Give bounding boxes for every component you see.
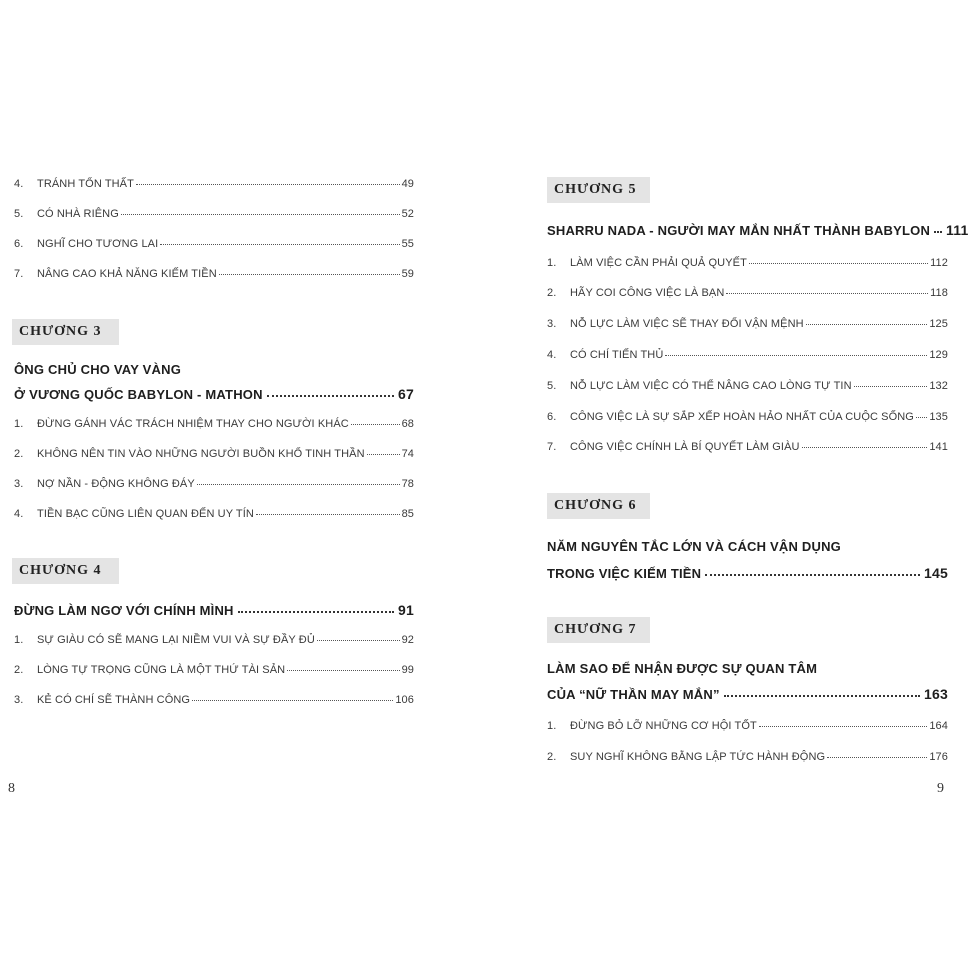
entry-page: 132 bbox=[929, 380, 948, 392]
entry-number: 2. bbox=[547, 287, 557, 299]
right-page bbox=[490, 0, 980, 980]
entry-number: 1. bbox=[547, 257, 557, 269]
entry-number: 6. bbox=[14, 238, 24, 250]
dot-leader bbox=[351, 424, 400, 425]
toc-entry[interactable] bbox=[14, 664, 414, 676]
chapter-5-page: 111 bbox=[946, 222, 969, 238]
dot-leader bbox=[934, 231, 942, 233]
dot-leader bbox=[317, 640, 400, 641]
dot-leader bbox=[238, 611, 394, 613]
toc-entry[interactable] bbox=[14, 268, 414, 280]
entry-title: NÂNG CAO KHẢ NĂNG KIẾM TIỀN bbox=[37, 268, 217, 280]
entry-number: 2. bbox=[14, 448, 24, 460]
entry-title: CÓ NHÀ RIÊNG bbox=[37, 208, 119, 220]
toc-entry[interactable] bbox=[547, 380, 948, 392]
chapter-6-title-line2: TRONG VIỆC KIẾM TIỀN bbox=[547, 566, 702, 581]
dot-leader bbox=[726, 293, 928, 294]
dot-leader bbox=[806, 324, 928, 325]
entry-title: NỢ NẦN - ĐỘNG KHÔNG ĐÁY bbox=[37, 478, 195, 490]
dot-leader bbox=[854, 386, 928, 387]
chapter-7-title-line2: CỦA “NỮ THẦN MAY MẮN” bbox=[547, 687, 720, 702]
entry-title: SUY NGHĨ KHÔNG BẰNG LẬP TỨC HÀNH ĐỘNG bbox=[570, 751, 826, 763]
entry-title: CÔNG VIỆC LÀ SỰ SẮP XẾP HOÀN HẢO NHẤT CỦA CUỘC SỐNG bbox=[570, 411, 914, 423]
chapter-3-badge: CHƯƠNG 3 bbox=[12, 319, 119, 345]
entry-number: 3. bbox=[14, 478, 24, 490]
entry-title: LÀM VIỆC CẦN PHẢI QUẢ QUYẾT bbox=[570, 257, 747, 269]
toc-entry[interactable] bbox=[14, 634, 414, 646]
chapter-3-title-line1[interactable]: ÔNG CHỦ CHO VAY VÀNG bbox=[14, 362, 182, 377]
dot-leader bbox=[367, 454, 400, 455]
entry-page: 68 bbox=[401, 418, 414, 430]
entry-page: 118 bbox=[930, 287, 948, 299]
dot-leader bbox=[287, 670, 399, 671]
dot-leader bbox=[267, 395, 394, 397]
entry-title: ĐỪNG BỎ LỠ NHỮNG CƠ HỘI TỐT bbox=[570, 720, 757, 732]
entry-page: 59 bbox=[401, 268, 414, 280]
toc-entry[interactable] bbox=[14, 238, 414, 250]
toc-entry[interactable] bbox=[14, 478, 414, 490]
dot-leader bbox=[121, 214, 400, 215]
entry-page: 52 bbox=[401, 208, 414, 220]
entry-number: 4. bbox=[14, 508, 24, 520]
entry-number: 2. bbox=[14, 664, 24, 676]
toc-entry[interactable] bbox=[14, 508, 414, 520]
toc-entry[interactable] bbox=[14, 418, 414, 430]
dot-leader bbox=[759, 726, 928, 727]
chapter-6-page: 145 bbox=[924, 565, 948, 581]
entry-title: KHÔNG NÊN TIN VÀO NHỮNG NGƯỜI BUỒN KHỔ TINH THẦN bbox=[37, 448, 365, 460]
chapter-7-page: 163 bbox=[924, 686, 948, 702]
entry-number: 6. bbox=[547, 411, 557, 423]
entry-page: 92 bbox=[401, 634, 414, 646]
toc-entry[interactable] bbox=[14, 448, 414, 460]
dot-leader bbox=[916, 417, 927, 418]
entry-number: 4. bbox=[547, 349, 557, 361]
toc-entry[interactable] bbox=[547, 720, 948, 732]
entry-title: ĐỪNG GÁNH VÁC TRÁCH NHIỆM THAY CHO NGƯỜI KHÁC bbox=[37, 418, 349, 430]
entry-number: 7. bbox=[14, 268, 24, 280]
entry-title: NỖ LỰC LÀM VIỆC CÓ THỂ NÂNG CAO LÒNG TỰ TIN bbox=[570, 380, 852, 392]
toc-entry[interactable] bbox=[547, 441, 948, 453]
entry-page: 55 bbox=[401, 238, 414, 250]
chapter-4-badge: CHƯƠNG 4 bbox=[12, 558, 119, 584]
entry-page: 49 bbox=[401, 178, 414, 190]
dot-leader bbox=[219, 274, 400, 275]
chapter-6-badge: CHƯƠNG 6 bbox=[547, 493, 650, 519]
chapter-4-title-line1: ĐỪNG LÀM NGƠ VỚI CHÍNH MÌNH bbox=[14, 603, 234, 618]
entry-number: 5. bbox=[14, 208, 24, 220]
entry-page: 74 bbox=[401, 448, 414, 460]
chapter-3-title-line2: Ở VƯƠNG QUỐC BABYLON - MATHON bbox=[14, 387, 263, 402]
chapter-7-title-line1[interactable]: LÀM SAO ĐỂ NHẬN ĐƯỢC SỰ QUAN TÂM bbox=[547, 661, 818, 676]
dot-leader bbox=[160, 244, 399, 245]
chapter-5-title-line1: SHARRU NADA - NGƯỜI MAY MẮN NHẤT THÀNH BABYLON bbox=[547, 223, 931, 238]
entry-title: KẺ CÓ CHÍ SẼ THÀNH CÔNG bbox=[37, 694, 191, 706]
entry-number: 2. bbox=[547, 751, 557, 763]
entry-page: 78 bbox=[401, 478, 414, 490]
entry-number: 7. bbox=[547, 441, 557, 453]
chapter-4-page: 91 bbox=[398, 602, 414, 618]
toc-entry[interactable] bbox=[547, 349, 948, 361]
dot-leader bbox=[802, 447, 928, 448]
chapter-4-title[interactable] bbox=[14, 602, 414, 618]
entry-page: 112 bbox=[930, 257, 948, 269]
entry-title: HÃY COI CÔNG VIỆC LÀ BẠN bbox=[570, 287, 725, 299]
entry-title: CÓ CHÍ TIẾN THỦ bbox=[570, 349, 664, 361]
entry-number: 1. bbox=[14, 418, 24, 430]
dot-leader bbox=[827, 757, 927, 758]
dot-leader bbox=[705, 574, 920, 576]
chapter-3-page: 67 bbox=[398, 386, 414, 402]
entry-title: TRÁNH TỔN THẤT bbox=[37, 178, 134, 190]
entry-number: 4. bbox=[14, 178, 24, 190]
toc-entry[interactable] bbox=[547, 257, 948, 269]
toc-entry[interactable] bbox=[547, 751, 948, 763]
entry-title: SỰ GIÀU CÓ SẼ MANG LẠI NIỀM VUI VÀ SỰ ĐẦY ĐỦ bbox=[37, 634, 315, 646]
chapter-6-title[interactable] bbox=[547, 565, 948, 581]
entry-title: NGHĨ CHO TƯƠNG LAI bbox=[37, 238, 159, 250]
chapter-5-title[interactable] bbox=[547, 222, 969, 238]
dot-leader bbox=[192, 700, 393, 701]
page-number: 8 bbox=[8, 781, 15, 796]
dot-leader bbox=[724, 695, 920, 697]
chapter-3-title[interactable] bbox=[14, 386, 414, 402]
dot-leader bbox=[136, 184, 400, 185]
entry-title: LÒNG TỰ TRỌNG CŨNG LÀ MỘT THỨ TÀI SẢN bbox=[37, 664, 286, 676]
toc-entry[interactable] bbox=[14, 208, 414, 220]
entry-page: 164 bbox=[929, 720, 948, 732]
dot-leader bbox=[665, 355, 927, 356]
entry-page: 99 bbox=[401, 664, 414, 676]
toc-entry[interactable] bbox=[547, 287, 948, 299]
entry-title: NỖ LỰC LÀM VIỆC SẼ THAY ĐỔI VẬN MỆNH bbox=[570, 318, 804, 330]
entry-number: 1. bbox=[14, 634, 24, 646]
entry-page: 141 bbox=[929, 441, 948, 453]
entry-page: 176 bbox=[929, 751, 948, 763]
toc-entry[interactable] bbox=[547, 411, 948, 423]
entry-number: 3. bbox=[547, 318, 557, 330]
entry-page: 129 bbox=[929, 349, 948, 361]
entry-page: 135 bbox=[929, 411, 948, 423]
chapter-7-title[interactable] bbox=[547, 686, 948, 702]
chapter-5-badge: CHƯƠNG 5 bbox=[547, 177, 650, 203]
entry-page: 106 bbox=[395, 694, 414, 706]
chapter-6-title-line1[interactable]: NĂM NGUYÊN TẮC LỚN VÀ CÁCH VẬN DỤNG bbox=[547, 539, 841, 554]
dot-leader bbox=[256, 514, 400, 515]
entry-page: 85 bbox=[401, 508, 414, 520]
entry-number: 5. bbox=[547, 380, 557, 392]
page-number: 9 bbox=[937, 781, 944, 796]
entry-title: CÔNG VIỆC CHÍNH LÀ BÍ QUYẾT LÀM GIÀU bbox=[570, 441, 800, 453]
entry-number: 1. bbox=[547, 720, 557, 732]
toc-entry[interactable] bbox=[14, 694, 414, 706]
dot-leader bbox=[749, 263, 928, 264]
toc-entry[interactable] bbox=[547, 318, 948, 330]
entry-page: 125 bbox=[929, 318, 948, 330]
entry-number: 3. bbox=[14, 694, 24, 706]
dot-leader bbox=[197, 484, 400, 485]
toc-entry[interactable] bbox=[14, 178, 414, 190]
chapter-7-badge: CHƯƠNG 7 bbox=[547, 617, 650, 643]
entry-title: TIỀN BẠC CŨNG LIÊN QUAN ĐẾN UY TÍN bbox=[37, 508, 254, 520]
